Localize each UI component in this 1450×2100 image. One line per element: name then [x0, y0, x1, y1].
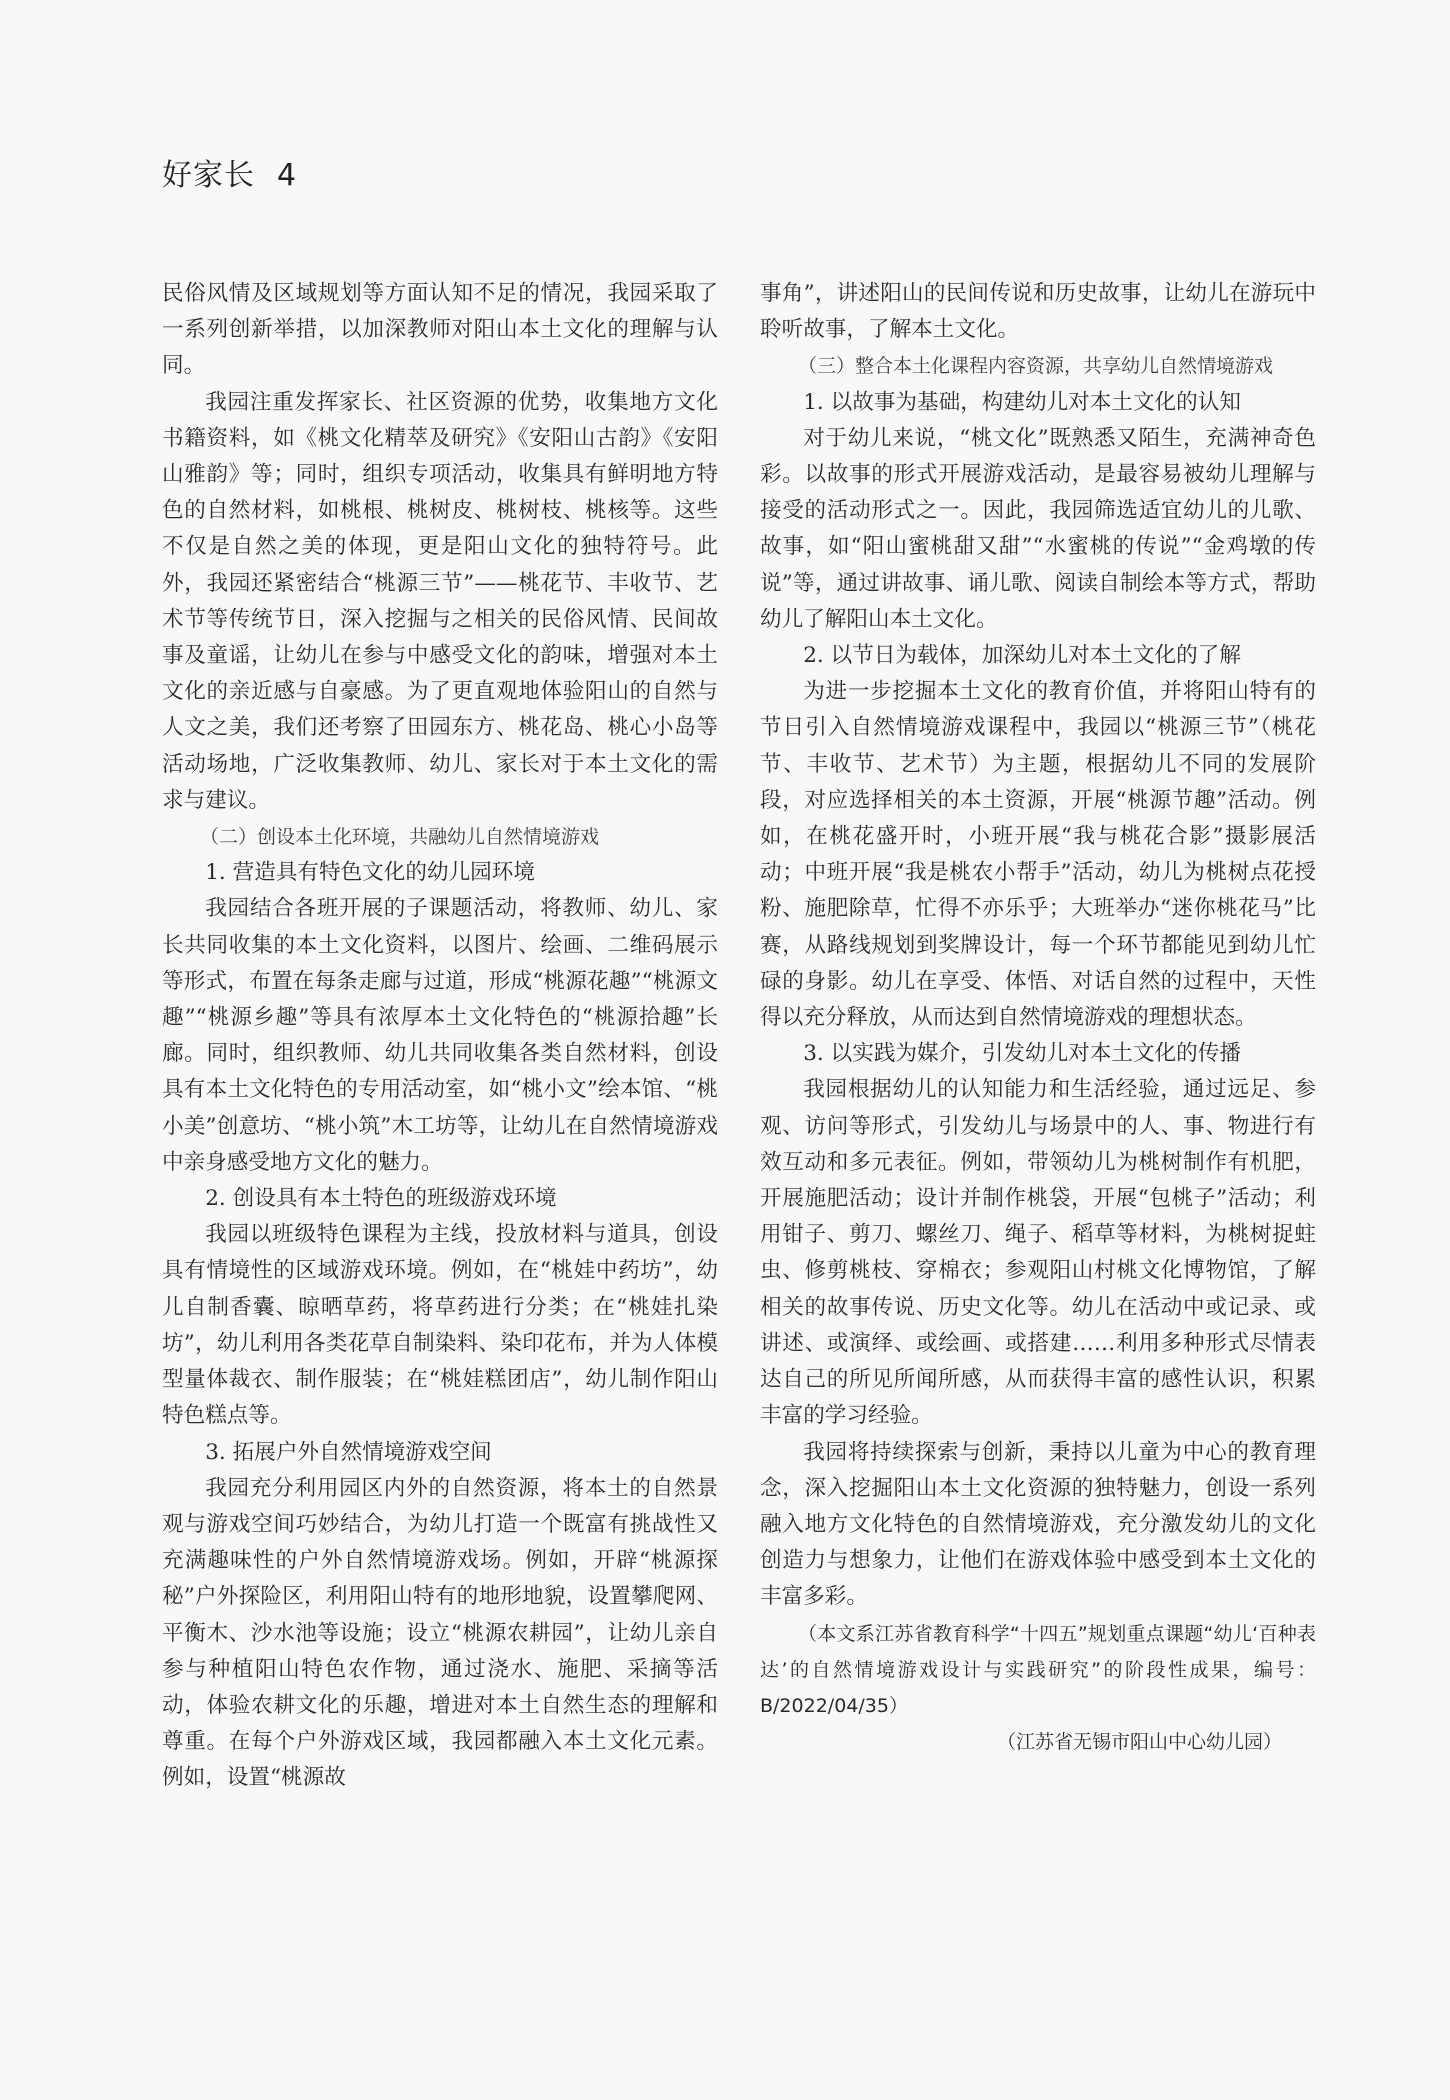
right-paragraph: 对于幼儿来说，“桃文化”既熟悉又陌生，充满神奇色彩。以故事的形式开展游戏活动，是最容易被幼儿理解与接受的活动形式之一。因此，我园筛选适宜幼儿的儿歌、故事，如“阳山蜜桃甜又甜”“水蜜桃的传说”“金鸡墩的传说”等，通过讲故事、诵儿歌、阅读自制绘本等方式，帮助幼儿了解阳山本土文化。 [760, 425, 1316, 632]
author-affiliation: （江苏省无锡市阳山中心幼儿园） [996, 1730, 1282, 1753]
left-paragraph: 我园充分利用园区内外的自然资源，将本土的自然景观与游戏空间巧妙结合，为幼儿打造一个既富有挑战性又充满趣味性的户外自然情境游戏场。例如，开辟“桃源探秘”户外探险区，利用阳山特有的地形地貌，设置攀爬网、平衡木、沙水池等设施；设立“桃源农耕园”，让幼儿亲自参与种植阳山特色农作物，通过浇水、施肥、采摘等活动，体验农耕文化的乐趣，增进对本土自然生态的理解和尊重。在每个户外游戏区域，我园都融入本土文化元素。例如，设置“桃源故 [162, 1475, 718, 1791]
left-paragraph: 民俗风情及区域规划等方面认知不足的情况，我园采取了一系列创新举措，以加深教师对阳山本土文化的理解与认同。 [162, 281, 718, 379]
right-paragraph: 事角”，讲述阳山的民间传说和历史故事，让幼儿在游玩中聆听故事，了解本土文化。 [760, 281, 1316, 343]
section-heading: （三）整合本土化课程内容资源，共享幼儿自然情境游戏 [798, 355, 1274, 378]
left-column [162, 276, 718, 1797]
journal-name: 好家长 [162, 158, 255, 193]
right-paragraph: 我园将持续探索与创新，秉持以儿童为中心的教育理念，深入挖掘阳山本土文化资源的独特魅力，创设一系列融入地方文化特色的自然情境游戏，充分激发幼儿的文化创造力与想象力，让他们在游戏体验中感受到本土文化的丰富多彩。 [760, 1439, 1316, 1610]
subsection-heading: 1. 营造具有特色文化的幼儿园环境 [205, 860, 535, 886]
left-paragraph: 我园以班级特色课程为主线，投放材料与道具，创设具有情境性的区域游戏环境。例如，在“桃娃中药坊”，幼儿自制香囊、晾晒草药，将草药进行分类；在“桃娃扎染坊”，幼儿利用各类花草自制染料、染印花布，并为人体模型量体裁衣、制作服装；在“桃娃糕团店”，幼儿制作阳山特色糕点等。 [162, 1222, 718, 1429]
subsection-heading: 3. 拓展户外自然情境游戏空间 [205, 1439, 492, 1465]
right-paragraph: 我园根据幼儿的认知能力和生活经验，通过远足、参观、访问等形式，引发幼儿与场景中的人、事、物进行有效互动和多元表征。例如，带领幼儿为桃树制作有机肥，开展施肥活动；设计并制作桃袋，开展“包桃子”活动；利用钳子、剪刀、螺丝刀、绳子、稻草等材料，为桃树捉蛀虫、修剪桃枝、穿棉衣；参观阳山村桃文化博物馆，了解相关的故事传说、历史文化等。幼儿在活动中或记录、或讲述、或演绎、或绘画、或搭建……利用多种形式尽情表达自己的所见所闻所感，从而获得丰富的感性认识，积累丰富的学习经验。 [760, 1077, 1316, 1429]
subsection-heading: 2. 创设具有本土特色的班级游戏环境 [205, 1186, 557, 1212]
subsection-heading: 2. 以节日为载体，加深幼儿对本土文化的了解 [803, 643, 1241, 669]
left-paragraph: 我园注重发挥家长、社区资源的优势，收集地方文化书籍资料，如《桃文化精萃及研究》《安阳山古韵》《安阳山雅韵》等；同时，组织专项活动，收集具有鲜明地方特色的自然材料，如桃根、桃树皮、桃树枝、桃核等。这些不仅是自然之美的体现，更是阳山文化的独特符号。此外，我园还紧密结合“桃源三节”——桃花节、丰收节、艺术节等传统节日，深入挖掘与之相关的民俗风情、民间故事及童谣，让幼儿在参与中感受文化的韵味，增强对本土文化的亲近感与自豪感。为了更直观地体验阳山的自然与人文之美，我们还考察了田园东方、桃花岛、桃心小岛等活动场地，广泛收集教师、幼儿、家长对于本土文化的需求与建议。 [162, 389, 718, 813]
left-paragraph: 我园结合各班开展的子课题活动，将教师、幼儿、家长共同收集的本土文化资料，以图片、绘画、二维码展示等形式，布置在每条走廊与过道，形成“桃源花趣”“桃源文趣”“桃源乡趣”等具有浓厚本土文化特色的“桃源拾趣”长廊。同时，组织教师、幼儿共同收集各类自然材料，创设具有本土文化特色的专用活动室，如“桃小文”绘本馆、“桃小美”创意坊、“桃小筑”木工坊等，让幼儿在自然情境游戏中亲身感受地方文化的魅力。 [162, 896, 718, 1175]
page-header [162, 150, 297, 194]
right-column [760, 276, 1316, 1760]
subsection-heading: 3. 以实践为媒介，引发幼儿对本土文化的传播 [803, 1041, 1241, 1067]
section-heading: （二）创设本土化环境，共融幼儿自然情境游戏 [200, 826, 600, 849]
funding-note: （本文系江苏省教育科学“十四五”规划重点课题“幼儿‘百种表达’的自然情境游戏设计与实践研究”的阶段性成果，编号：B/2022/04/35） [760, 1622, 1316, 1717]
subsection-heading: 1. 以故事为基础，构建幼儿对本土文化的认知 [803, 389, 1241, 415]
right-paragraph: 为进一步挖掘本土文化的教育价值，并将阳山特有的节日引入自然情境游戏课程中，我园以“桃源三节”（桃花节、丰收节、艺术节）为主题，根据幼儿不同的发展阶段，对应选择相关的本土资源，开展“桃源节趣”活动。例如，在桃花盛开时，小班开展“我与桃花合影”摄影展活动；中班开展“我是桃农小帮手”活动，幼儿为桃树点花授粉、施肥除草，忙得不亦乐乎；大班举办“迷你桃花马”比赛，从路线规划到奖牌设计，每一个环节都能见到幼儿忙碌的身影。幼儿在享受、体悟、对话自然的过程中，天性得以充分释放，从而达到自然情境游戏的理想状态。 [760, 679, 1316, 1031]
page-number: 4 [277, 158, 298, 193]
